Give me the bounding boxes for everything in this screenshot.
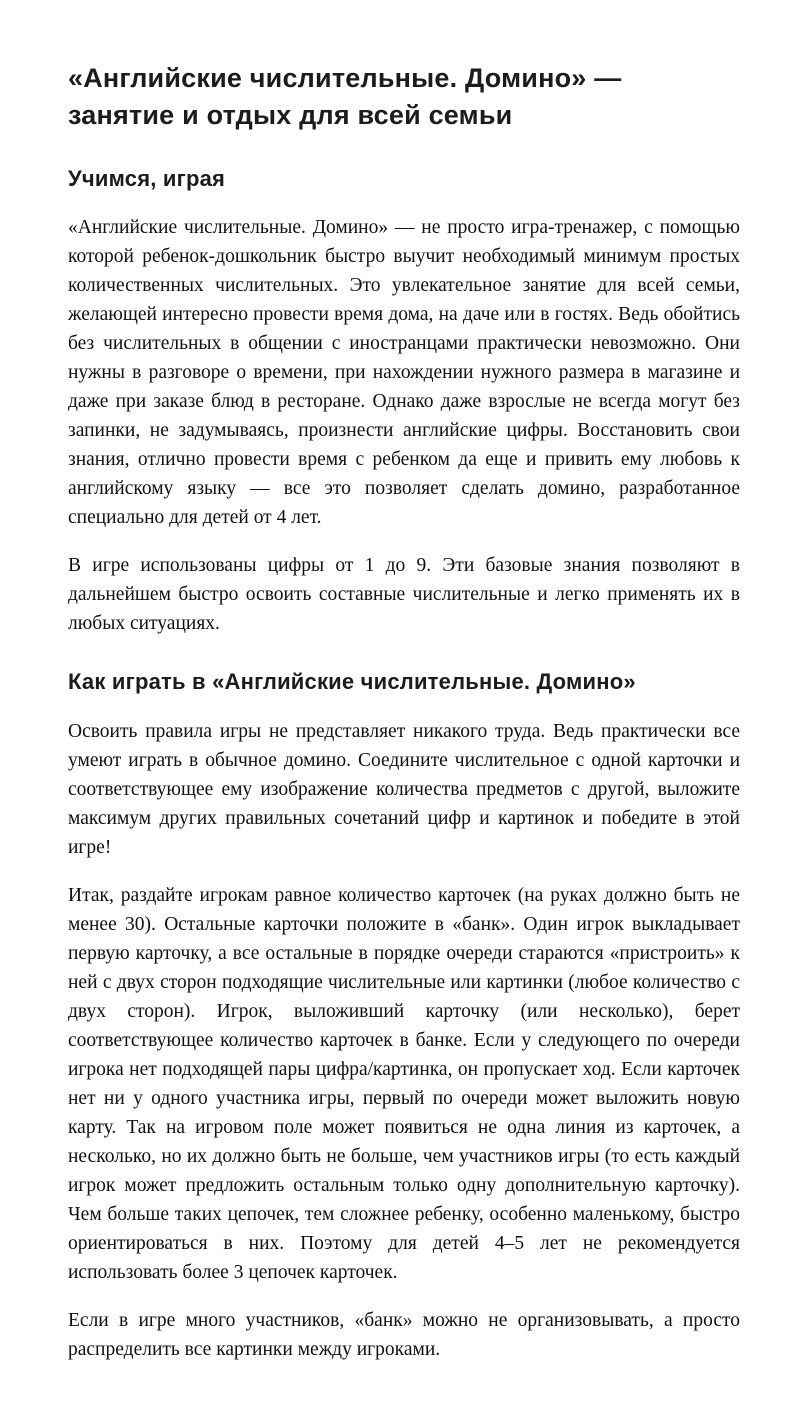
page-title-line-2: занятие и отдых для всей семьи xyxy=(68,100,513,131)
page-title xyxy=(68,60,740,135)
paragraph: Если в игре много участников, «банк» можно не организовывать, а просто распределить все картинки между игроками. xyxy=(68,1309,740,1360)
section-how-to-play xyxy=(68,668,740,1364)
paragraph: Итак, раздайте игрокам равное количество карточек (на руках должно быть не менее 30). Остальные карточки положите в «банк». Один игрок выкладывает первую карточку, а все остальные в порядке очереди стараются «пристроить» к ней с двух сторон подходящие числительные или картинки (любое количество с двух сторон). Игрок, выложивший карточку (или несколько), берет соответствующее количество карточек в банке. Если у следующего по очереди игрока нет подходящей пары цифра/картинка, он пропускает ход. Если карточек нет ни у одного участника игры, первый по очереди может выложить новую карту. Так на игровом поле может появиться не одна линия из карточек, а несколько, но их должно быть не больше, чем участников игры (то есть каждый игрок может предложить остальным только одну дополнительную карточку). Чем больше таких цепочек, тем сложнее ребенку, особенно маленькому, быстро ориентироваться в них. Поэтому для детей 4–5 лет не рекомендуется использовать более 3 цепочек карточек. xyxy=(68,884,740,1283)
section-heading-how-to-play: Как играть в «Английские числительные. Домино» xyxy=(68,669,636,695)
section-heading-learning-while-playing: Учимся, играя xyxy=(68,165,226,191)
section-learning-while-playing xyxy=(68,165,740,639)
paragraph: Освоить правила игры не представляет никакого труда. Ведь практически все умеют играть в обычное домино. Соедините числительное с одной карточки и соответствующее ему изображение количества предметов с другой, выложите максимум других правильных сочетаний цифр и картинок и победите в этой игре! xyxy=(68,720,740,858)
paragraph: «Английские числительные. Домино» — не просто игра-тренажер, с помощью которой ребенок-дошкольник быстро выучит необходимый минимум простых количественных числительных. Это увлекательное занятие для всей семьи, желающей интересно провести время дома, на даче или в гостях. Ведь обойтись без числительных в общении с иностранцами практически невозможно. Они нужны в разговоре о времени, при нахождении нужного размера в магазине и даже при заказе блюд в ресторане. Однако даже взрослые не всегда могут без запинки, не задумываясь, произнести английские цифры. Восстановить свои знания, отлично провести время с ребенком да еще и привить ему любовь к английскому языку — все это позволяет сделать домино, разработанное специально для детей от 4 лет. xyxy=(68,217,740,529)
page-title-line-1: «Английские числительные. Домино» — xyxy=(68,63,622,93)
paragraph: В игре использованы цифры от 1 до 9. Эти базовые знания позволяют в дальнейшем быстро освоить составные числительные и легко применять их в любых ситуациях. xyxy=(68,555,740,635)
